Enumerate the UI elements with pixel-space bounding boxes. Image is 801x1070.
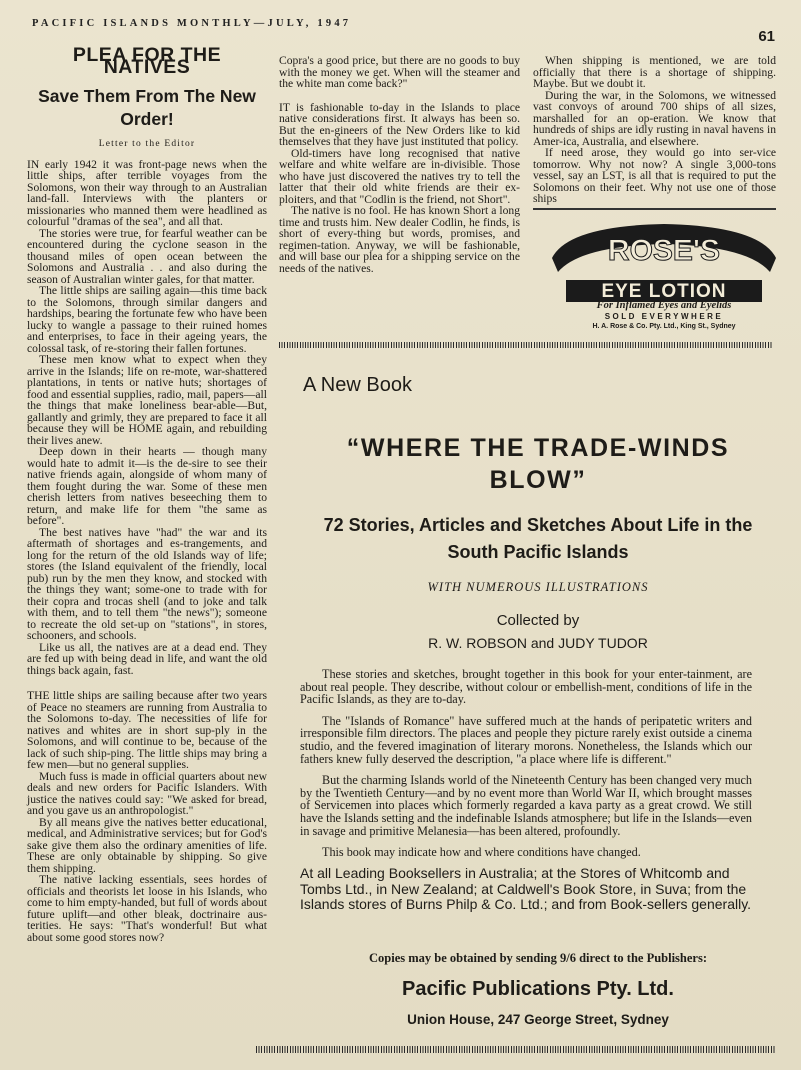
article-paragraph: The native lacking essentials, sees hordes of officials and theorists let loose in his Islands, who come to him empty-handed, but full of words about future uplift—and other bleak, doctrinaire aus-terities. He says: "That's wonderful! But what about some good stores now? <box>27 873 267 944</box>
book-ad-kicker: A New Book <box>303 374 412 396</box>
article-paragraph: IT is fashionable to-day in the Islands to place native considerations first. It always has been so. But the en-gineers of the New Orders like to kid themselves that they have just instituted that policy. <box>279 100 520 148</box>
book-sellers: At all Leading Booksellers in Australia; at the Stores of Whitcomb and Tombs Ltd., in New Zealand; at Caldwell's Book Store, in Suva; from the Islands stores of Burns Philp & Co. Ltd.; and from Book-sellers generally. <box>300 865 752 912</box>
roses-brand-text: ROSE'S <box>607 234 721 267</box>
book-title: “WHERE THE TRADE-WINDS BLOW” <box>346 434 730 494</box>
book-paragraph: The "Islands of Romance" have suffered much at the hands of peripatetic writers and irresponsible film directors. The places and people they picture rarely exist outside a cinema studio, and the fevered imagination of literary morons. Nonetheless, the Islands which our fathers knew fully deserved the description, "a place where life is different." <box>300 713 752 766</box>
page-number: 61 <box>758 28 775 45</box>
footer-hatched-rule <box>256 1046 776 1053</box>
article-subtitle: Save Them From The New Order! <box>38 86 256 129</box>
article-paragraph: If need arose, they would go into ser-vice tomorrow. Why not now? A single 3,000-tons vessel, say an LST, is all that is required to put the Solomons on their feet. Why not use one of those ships <box>533 146 776 205</box>
article-paragraph: The best natives have "had" the war and its aftermath of shortages and es-trangements, and long for the return of the old Islands way of life; stores (the Island equivalent of the friendly, local pub) run by the men they know, and stocked with the things they want; some-one to trade with for their copra and trocas shell (and to joke and talk with them, and to tell them "the news"); someone to recreate the old set-up on "stations", in stores, schooners, and schools. <box>27 525 267 642</box>
running-head: PACIFIC ISLANDS MONTHLY—JULY, 1947 <box>32 18 352 29</box>
article-paragraph: Old-timers have long recognised that native welfare and white welfare are in-divisible. Those who have just discovered the natives try to tell the latter that their old white friends are their ex-ploiters, and that "Codlin is the friend, not Short". <box>279 146 520 206</box>
roses-product-text: EYE LOTION <box>601 281 727 302</box>
article-paragraph: During the war, in the Solomons, we witnessed vast convoys of around 700 ships of all sizes, marshalled for an op-eration. We know that hundreds of ships are idly rusting in naval havens in Amer-ica, Australia, and elsewhere. <box>533 88 776 148</box>
column-1 <box>27 44 267 944</box>
book-paragraph: This book may indicate how and where conditions have changed. <box>322 845 641 860</box>
roses-sold: SOLD EVERYWHERE <box>604 312 724 321</box>
roses-eye-lotion-ad <box>548 218 780 338</box>
article-paragraph: Much fuss is made in official quarters about new deals and new orders for Pacific Islanders. With justice the natives could say: "We asked for bread, and you gave us an anthropologist." <box>27 769 267 817</box>
book-description <box>300 668 752 859</box>
book-authors: R. W. ROBSON and JUDY TUDOR <box>428 635 648 651</box>
article-paragraph: When shipping is mentioned, we are told officially that there is a shortage of shipping. Maybe. But we doubt it. <box>533 54 776 90</box>
article-paragraph: Like us all, the natives are at a dead end. They are fed up with being dead in life, and want the old things back again, fast. <box>27 640 267 677</box>
article-paragraph: By all means give the natives better educational, medical, and Administrative services; but for God's sake give them also the ordinary amenities of life. These are only obtainable by shipping. So give them shipping. <box>27 815 267 875</box>
article-paragraph: Deep down in their hearts — though many would hate to admit it—is the de-sire to see their native friends again, alongside of whom many of them fought during the war. Some of these men cherish letters from natives beseeching them to return, and make life for them "the same as before". <box>27 445 267 527</box>
book-order-note: Copies may be obtained by sending 9/6 direct to the Publishers: <box>369 951 707 965</box>
article-paragraph: These men know what to expect when they arrive in the Islands; life on re-mote, war-shattered plantations, in tents or native huts; shortages of food and essential supplies, radio, mail, papers—all the things that make loneliness bear-able—But, gallantly and grimly, they are prepared to face it all because they will be HOME again, and rebuilding their lives anew. <box>27 353 267 447</box>
article-title: PLEA FOR THE NATIVES <box>72 44 222 78</box>
book-paragraph: But the charming Islands world of the Nineteenth Century has been changed very much by the Twentieth Century—and by no event more than World War II, which brought masses of Servicemen into places which formerly regarded a kava party as a great crowd. We still have the Islands setting and the indefinable Islands atmosphere; but life in the Islands—even in savage and primitive Melanesia—has been altered, profoundly. <box>300 773 752 838</box>
publisher-name: Pacific Publications Pty. Ltd. <box>402 978 674 1000</box>
column-3 <box>533 55 776 205</box>
article-paragraph: Copra's a good price, but there are no goods to buy with the money we get. When will the steamer and the white man come back?" <box>279 54 520 90</box>
book-paragraph: These stories and sketches, brought together in this book for your enter-tainment, are about real people. They describe, without colour or embellish-ment, conditions of life in the Pacific Islands, as they are to-day. <box>300 667 752 707</box>
book-subtitle: 72 Stories, Articles and Sketches About Life in the South Pacific Islands <box>323 515 753 562</box>
publisher-address: Union House, 247 George Street, Sydney <box>407 1012 669 1027</box>
article-byline: Letter to the Editor <box>98 139 196 149</box>
article-paragraph: The native is no fool. He has known Short a long time and trusts him. New dealer Codlin, he finds, is short of every-thing but words, promises, and regimen-tation. Anyway, we will be fashionable, and will base our plea for a shipping service on the needs of the natives. <box>279 204 520 275</box>
article-paragraph: IN early 1942 it was front-page news when the little ships, after terrible voyages from the Solomons, won their way through to an Australian land-fall. Interviews with the planters or missionaries who manned them were headlined as colourful "dramas of the sea", and all that. <box>27 157 267 228</box>
roses-tagline: For Inflamed Eyes and Eyelids <box>596 300 732 311</box>
column-2 <box>279 55 520 274</box>
roses-maker: H. A. Rose & Co. Pty. Ltd., King St., Sydney <box>592 323 736 330</box>
column-rule <box>533 208 776 210</box>
hatched-rule <box>279 342 773 348</box>
book-credits <box>300 610 776 654</box>
article-paragraph: THE little ships are sailing because after two years of Peace no steamers are running from Australia to the Solomons to-day. The necessities of life for natives and whites are in short sup-ply in the Solomons, and will continue to be, because of the lack of such ship-ping. The little ships may bring a few men—but no general supplies. <box>27 689 267 771</box>
book-illustrations-note: WITH NUMEROUS ILLUSTRATIONS <box>427 580 649 594</box>
article-paragraph: The little ships are sailing again—this time back to the Solomons, through similar dangers and hardships, bearing the fortunate few who have been lucky to wangle a passage to their ruined homes and enterprises, to face in their ageing years, the colossal task, of re-storing their fallen fortunes. <box>27 284 267 355</box>
collected-by-label: Collected by <box>496 612 580 629</box>
article-paragraph: The stories were true, for fearful weather can be encountered during the cyclone season in the thousand miles of open ocean between the Solomons and Australia . . and also during the season of Australian winter gales, for that matter. <box>27 226 267 286</box>
